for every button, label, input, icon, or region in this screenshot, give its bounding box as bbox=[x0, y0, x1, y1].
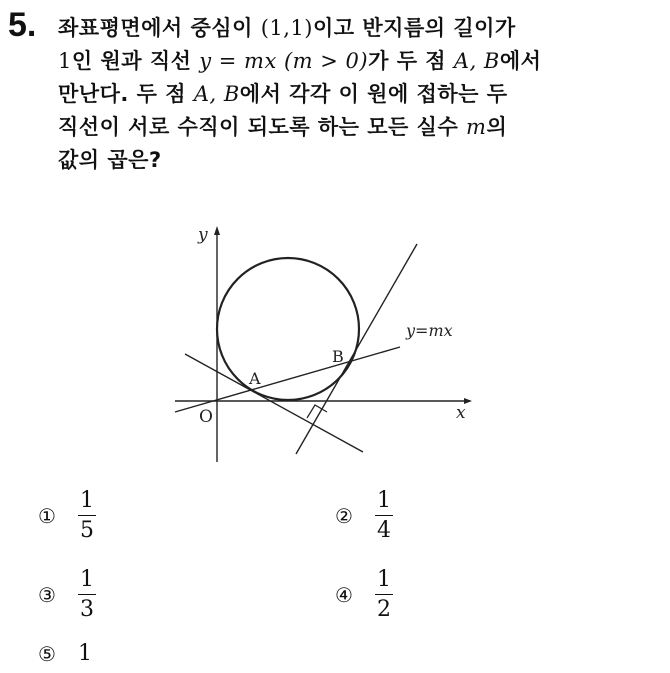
stem-line-2: 1인 원과 직선 y = mx (m > 0)가 두 점 A, B에서 bbox=[58, 49, 542, 73]
y-axis-label: y bbox=[198, 225, 208, 245]
point-b-label: B bbox=[332, 347, 344, 366]
choice-3-fraction: $\frac{1}{3}$ bbox=[80, 567, 94, 622]
y-axis-arrow bbox=[214, 226, 220, 235]
tangent-at-a bbox=[185, 354, 363, 452]
tangent-at-b bbox=[296, 244, 417, 454]
stem-line-4: 직선이 서로 수직이 되도록 하는 모든 실수 m의 bbox=[58, 115, 508, 139]
stem-line-1: 좌표평면에서 중심이 (1,1)이고 반지름의 길이가 bbox=[58, 16, 516, 40]
point-a-label: A bbox=[249, 369, 261, 388]
choice-3[interactable]: ③ $\frac{1}{3}$ bbox=[38, 567, 94, 622]
tangent-circle-figure bbox=[170, 222, 480, 467]
choice-1-fraction: $\frac{1}{5}$ bbox=[80, 488, 94, 543]
line-label: y=mx bbox=[406, 321, 453, 340]
choice-1[interactable]: ① $\frac{1}{5}$ bbox=[38, 488, 94, 543]
choice-4[interactable]: ④ $\frac{1}{2}$ bbox=[335, 567, 391, 622]
right-angle-mark bbox=[307, 405, 327, 418]
choice-2-fraction: $\frac{1}{4}$ bbox=[377, 488, 391, 543]
question-stem bbox=[58, 12, 658, 177]
x-axis-label: x bbox=[456, 403, 466, 423]
line-y-mx bbox=[175, 347, 400, 412]
choice-5[interactable]: ⑤ 1 bbox=[38, 641, 92, 666]
origin-label: O bbox=[199, 407, 213, 427]
stem-line-5: 값의 곱은? bbox=[58, 148, 162, 172]
stem-line-3: 만난다. 두 점 A, B에서 각각 이 원에 접하는 두 bbox=[58, 82, 508, 106]
question-number: 5. bbox=[8, 6, 37, 44]
choice-2[interactable]: ② $\frac{1}{4}$ bbox=[335, 488, 391, 543]
choice-4-fraction: $\frac{1}{2}$ bbox=[377, 567, 391, 622]
